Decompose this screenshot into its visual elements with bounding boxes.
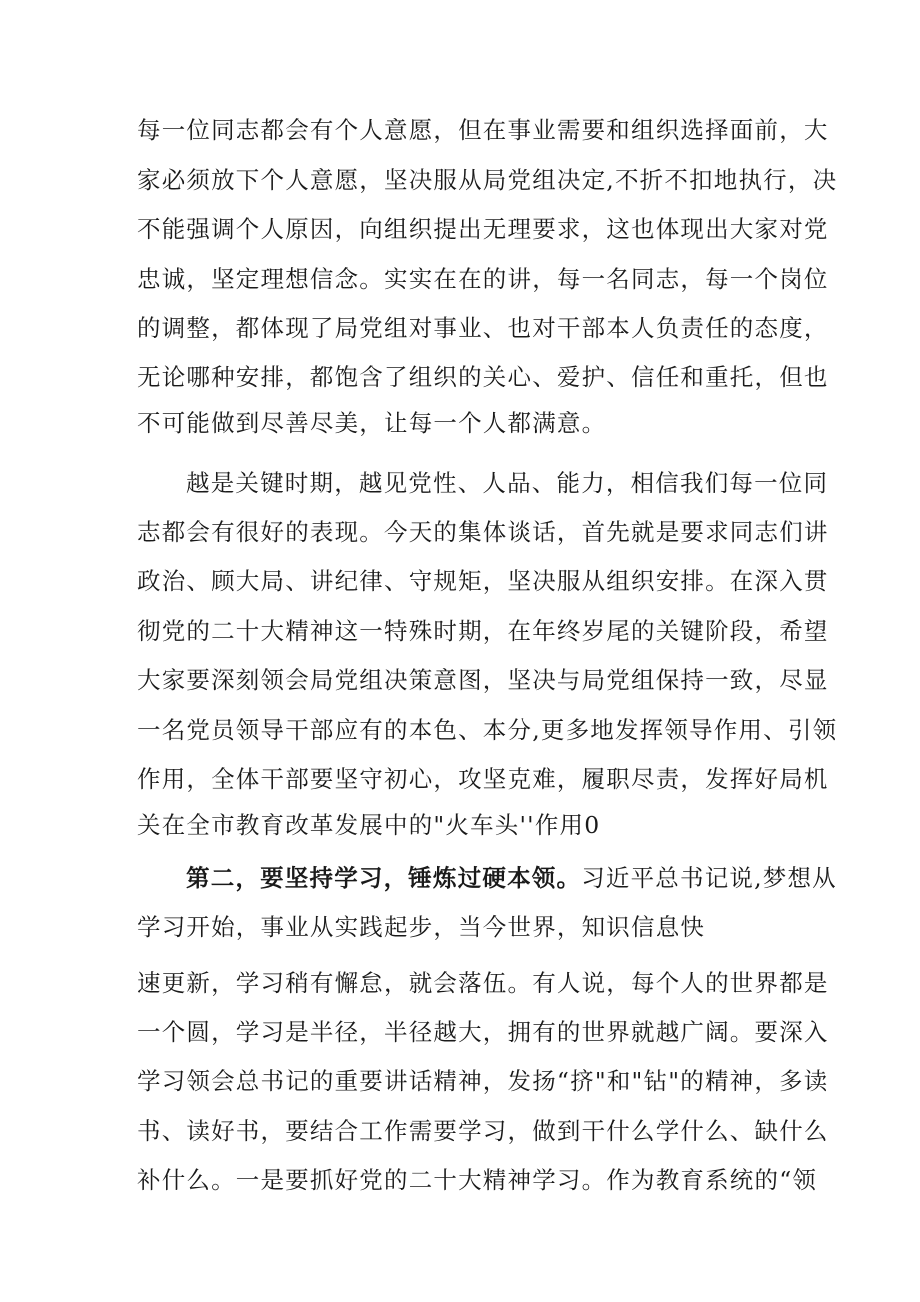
text-line: 志都会有很好的表现。今天的集体谈话，首先就是要求同志们讲 bbox=[137, 518, 829, 546]
text-line: 彻党的二十大精神这一特殊时期，在年终岁尾的关键阶段，希望 bbox=[137, 617, 829, 645]
text-line: 不可能做到尽善尽美，让每一个人都满意。 bbox=[137, 409, 607, 437]
text-line: 一个圆，学习是半径，半径越大，拥有的世界就越广阔。要深入 bbox=[137, 1018, 829, 1046]
text-line: 书、读好书，要结合工作需要学习，做到干什么学什么、缺什么 bbox=[137, 1117, 829, 1145]
text-line: 大家要深刻领会局党组决策意图，坚决与局党组保持一致，尽显 bbox=[137, 666, 829, 694]
text-line: 的调整，都体现了局党组对事业、也对干部本人负责任的态度， bbox=[137, 314, 829, 342]
text-line: 忠诚，坚定理想信念。实实在在的讲，每一名同志，每一个岗位 bbox=[137, 265, 829, 293]
text-line: 学习领会总书记的重要讲话精神，发扬“挤"和"钻"的精神，多读 bbox=[137, 1067, 829, 1095]
text-line: 无论哪种安排，都饱含了组织的关心、爱护、信任和重托，但也 bbox=[137, 363, 829, 391]
text-line: 每一位同志都会有个人意愿，但在事业需要和组织选择面前，大 bbox=[137, 116, 829, 144]
text-line: 不能强调个人原因，向组织提出无理要求，这也体现出大家对党 bbox=[137, 215, 829, 243]
text-line: 关在全市教育改革发展中的"火车头''作用0 bbox=[137, 811, 601, 839]
text-line: 越是关键时期，越见党性、人品、能力，相信我们每一位同 bbox=[186, 469, 829, 497]
section-heading: 第二，要坚持学习，锤炼过硬本领。 bbox=[186, 864, 582, 892]
text-line: 补什么。一是要抓好党的二十大精神学习。作为教育系统的“领 bbox=[137, 1166, 818, 1194]
text-line: 速更新，学习稍有懈怠，就会落伍。有人说，每个人的世界都是 bbox=[137, 969, 829, 997]
text-span: 习近平总书记说,梦想从 bbox=[581, 864, 837, 892]
text-line: 家必须放下个人意愿，坚决服从局党组决定,不折不扣地执行，决 bbox=[137, 166, 838, 194]
text-line: 一名党员领导干部应有的本色、本分,更多地发挥领导作用、引领 bbox=[137, 716, 838, 744]
text-line bbox=[186, 863, 837, 893]
text-line: 作用，全体干部要坚守初心，攻坚克难，履职尽责，发挥好局机 bbox=[137, 765, 829, 793]
text-line: 政治、顾大局、讲纪律、守规矩，坚决服从组织安排。在深入贯 bbox=[137, 567, 829, 595]
text-line: 学习开始，事业从实践起步，当今世界，知识信息快 bbox=[137, 913, 706, 941]
